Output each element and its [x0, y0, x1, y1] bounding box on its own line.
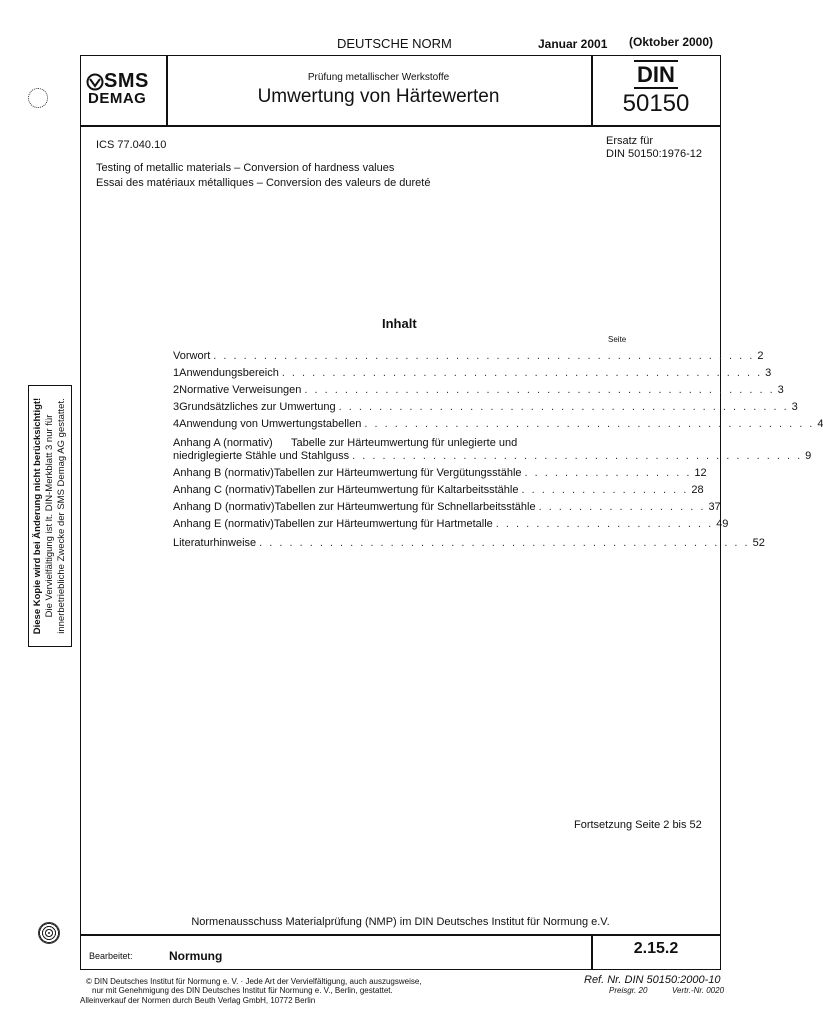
- logo-sms-text: SMS: [104, 70, 149, 92]
- toc-entry: Anhang A (normativ) Tabelle zur Härteumwertung für unlegierte und: [173, 437, 518, 449]
- document-title: Umwertung von Härtewerten: [257, 86, 500, 107]
- title-french: Essai des matériaux métalliques – Conversion des valeurs de dureté: [96, 177, 431, 189]
- din-number: 50150: [622, 90, 690, 117]
- issue-date-note: (Oktober 2000): [629, 35, 714, 49]
- copyright-line3: Alleinverkauf der Normen durch Beuth Verlag GmbH, 10772 Berlin: [80, 996, 316, 1005]
- document-code: 2.15.2: [633, 940, 679, 957]
- ics-code: ICS 77.040.10: [96, 139, 167, 151]
- sms-emblem-icon: [86, 73, 104, 91]
- copyright-line1: © DIN Deutsches Institut für Normung e. V. · Jede Art der Vervielfältigung, auch auszugsweise,: [86, 977, 422, 986]
- din-label: DIN: [591, 62, 721, 88]
- toc-entry: Vorwort . . . . . . . . . . . . . . . . . . . . . . . . . . . . . . . . . . . . . . . . . . . . . . . . . . . . . . 2: [173, 350, 764, 362]
- toc-entry: 1 Anwendungsbereich . . . . . . . . . . . . . . . . . . . . . . . . . . . . . . . . . . . . . . . . . . . . . . . . 3: [173, 367, 772, 379]
- toc-entry: Anhang E (normativ) Tabellen zur Härteumwertung für Hartmetalle . . . . . . . . . . . . . . . . . . . . . . 49: [173, 518, 729, 530]
- replaces-value: DIN 50150:1976-12: [606, 148, 703, 160]
- toc-entry: 4 Anwendung von Umwertungstabellen . . . . . . . . . . . . . . . . . . . . . . . . . . . . . . . . . . . . . . . . . . . . . 4: [173, 418, 823, 430]
- toc-entry: 2 Normative Verweisungen . . . . . . . . . . . . . . . . . . . . . . . . . . . . . . . . . . . . . . . . . . . . . . . 3: [173, 384, 784, 396]
- footer-divider: [80, 934, 721, 936]
- edited-value: Normung: [169, 949, 223, 963]
- title-english: Testing of metallic materials – Conversion of hardness values: [96, 162, 395, 174]
- document-subtitle: Prüfung metallischer Werkstoffe: [307, 72, 450, 83]
- toc-entry: Anhang C (normativ) Tabellen zur Härteumwertung für Kaltarbeitsstähle . . . . . . . . . . . . . . . . . 28: [173, 484, 704, 496]
- toc-entry-continuation: niedriglegierte Stähle und Stahlguss . . . . . . . . . . . . . . . . . . . . . . . . . . . . . . . . . . . . . . . . . . . . . 9: [173, 450, 812, 462]
- title-block-divider: [80, 125, 721, 127]
- copyright-line2: nur mit Genehmigung des DIN Deutsches Institut für Normung e. V., Berlin, gestattet.: [92, 986, 393, 995]
- copy-notice-stamp: [28, 385, 72, 647]
- toc-entry: Anhang D (normativ) Tabellen zur Härteumwertung für Schnellarbeitsstähle . . . . . . . . . . . . . . . . . 37: [173, 501, 721, 513]
- toc-entry: Anhang B (normativ) Tabellen zur Härteumwertung für Vergütungsstähle . . . . . . . . . . . . . . . . . 12: [173, 467, 707, 479]
- company-logo: [86, 70, 164, 107]
- issue-date: Januar 2001: [538, 37, 608, 51]
- reference-number: Ref. Nr. DIN 50150:2000-10: [584, 974, 721, 986]
- distribution-number: Vertr.-Nr. 0020: [672, 986, 725, 995]
- toc-entry: Literaturhinweise . . . . . . . . . . . . . . . . . . . . . . . . . . . . . . . . . . . . . . . . . . . . . . . . . 52: [173, 537, 765, 549]
- stamp-line2: Die Vervielfältigung ist lt. DIN-Merkblatt 3 nur für: [44, 414, 55, 618]
- norm-type: DEUTSCHE NORM: [337, 36, 452, 51]
- punch-hole-bottom: [38, 922, 60, 944]
- toc-page-column: Seite: [608, 335, 627, 344]
- logo-demag-text: DEMAG: [88, 90, 147, 107]
- edited-label: Bearbeitet:: [89, 951, 133, 961]
- toc-entry: 3 Grundsätzliches zur Umwertung . . . . . . . . . . . . . . . . . . . . . . . . . . . . . . . . . . . . . . . . . . . . . 3: [173, 401, 798, 413]
- toc-heading: Inhalt: [382, 316, 417, 331]
- replaces-label: Ersatz für: [606, 135, 654, 147]
- continuation-note: Fortsetzung Seite 2 bis 52: [574, 819, 702, 831]
- committee-line: Normenausschuss Materialprüfung (NMP) im DIN Deutsches Institut für Normung e.V.: [191, 916, 610, 928]
- stamp-line1: Diese Kopie wird bei Änderung nicht berücksichtigt!: [32, 397, 43, 635]
- stamp-line3: innerbetriebliche Zwecke der SMS Demag AG gestattet.: [56, 398, 67, 634]
- price-group: Preisgr. 20: [609, 986, 648, 995]
- punch-hole-top: [28, 88, 48, 108]
